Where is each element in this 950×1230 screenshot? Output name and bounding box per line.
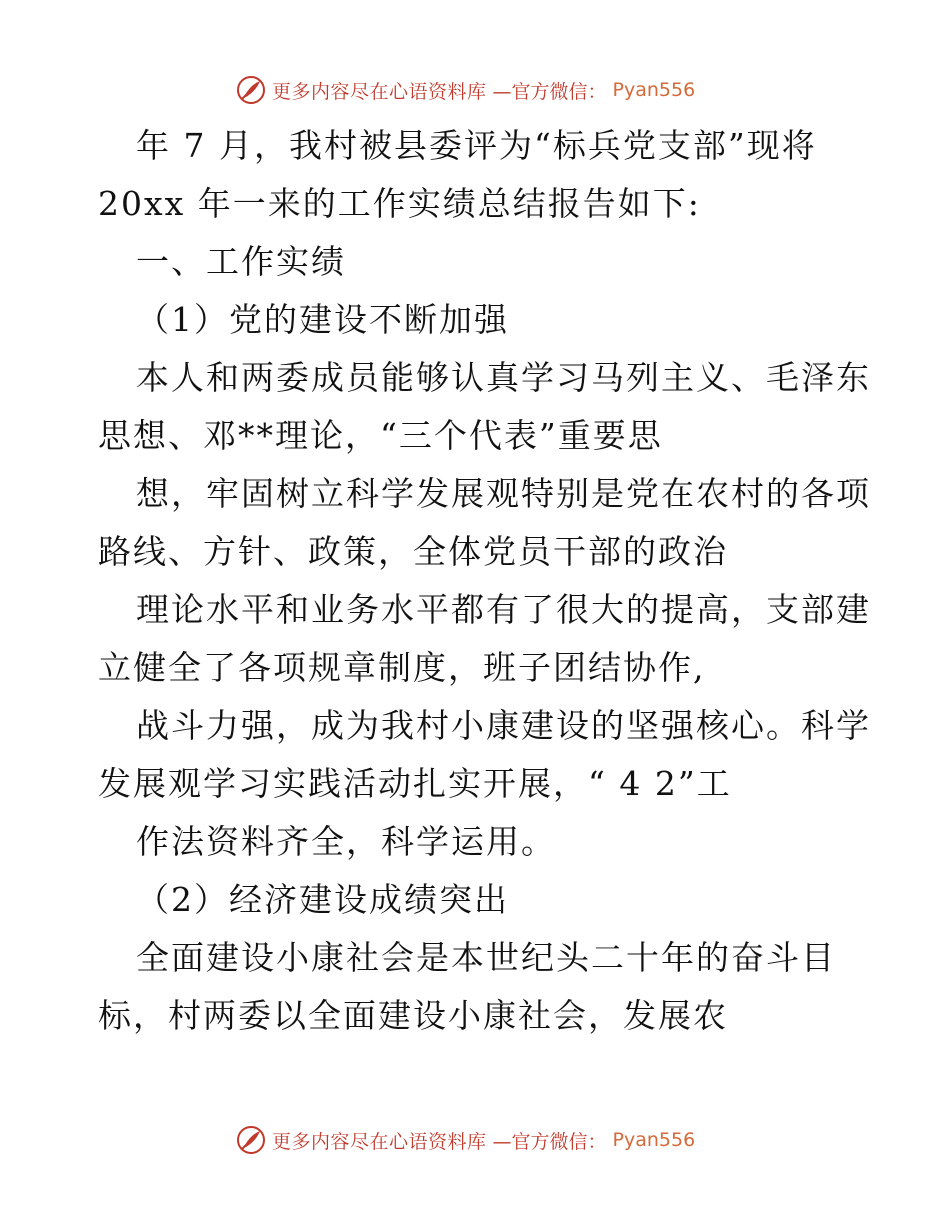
watermark-brand: 更多内容尽在心语资料库 — [272, 80, 487, 103]
watermark-separator: —官方微信： — [492, 80, 607, 103]
text-line: 本人和两委成员能够认真学习马列主义、毛泽东 — [136, 358, 871, 397]
text-line: 思想、邓**理论，“三个代表”重要思 — [98, 416, 663, 455]
header-watermark — [236, 72, 695, 108]
watermark-brand: 更多内容尽在心语资料库 — [272, 1130, 487, 1153]
footer-watermark — [236, 1122, 695, 1158]
text-line: 立健全了各项规章制度，班子团结协作, — [98, 648, 706, 687]
watermark-separator: —官方微信： — [492, 1130, 607, 1153]
watermark-account: Pyan556 — [612, 79, 696, 101]
text-line: 理论水平和业务水平都有了很大的提高，支部建 — [136, 590, 871, 629]
subsection-heading: （1）党的建设不断加强 — [136, 300, 509, 339]
text-line: 战斗力强，成为我村小康建设的坚强核心。科学 — [136, 706, 871, 745]
subsection-heading: （2）经济建设成绩突出 — [136, 880, 509, 919]
text-line: 想，牢固树立科学发展观特别是党在农村的各项 — [136, 474, 871, 513]
watermark-account: Pyan556 — [612, 1129, 696, 1151]
quill-logo-icon — [236, 1125, 266, 1155]
text-line: 作法资料齐全，科学运用。 — [136, 822, 556, 861]
section-heading: 一、工作实绩 — [136, 242, 346, 281]
quill-logo-icon — [236, 75, 266, 105]
text-line: 标，村两委以全面建设小康社会，发展农 — [98, 996, 728, 1035]
text-line: 年 7 月，我村被县委评为“标兵党支部”现将 — [136, 126, 817, 165]
text-line: 发展观学习实践活动扎实开展，“ 4 2”工 — [98, 764, 732, 803]
text-line: 20xx 年一来的工作实绩总结报告如下: — [98, 184, 701, 223]
text-line: 路线、方针、政策，全体党员干部的政治 — [98, 532, 728, 571]
text-line: 全面建设小康社会是本世纪头二十年的奋斗目 — [136, 938, 836, 977]
